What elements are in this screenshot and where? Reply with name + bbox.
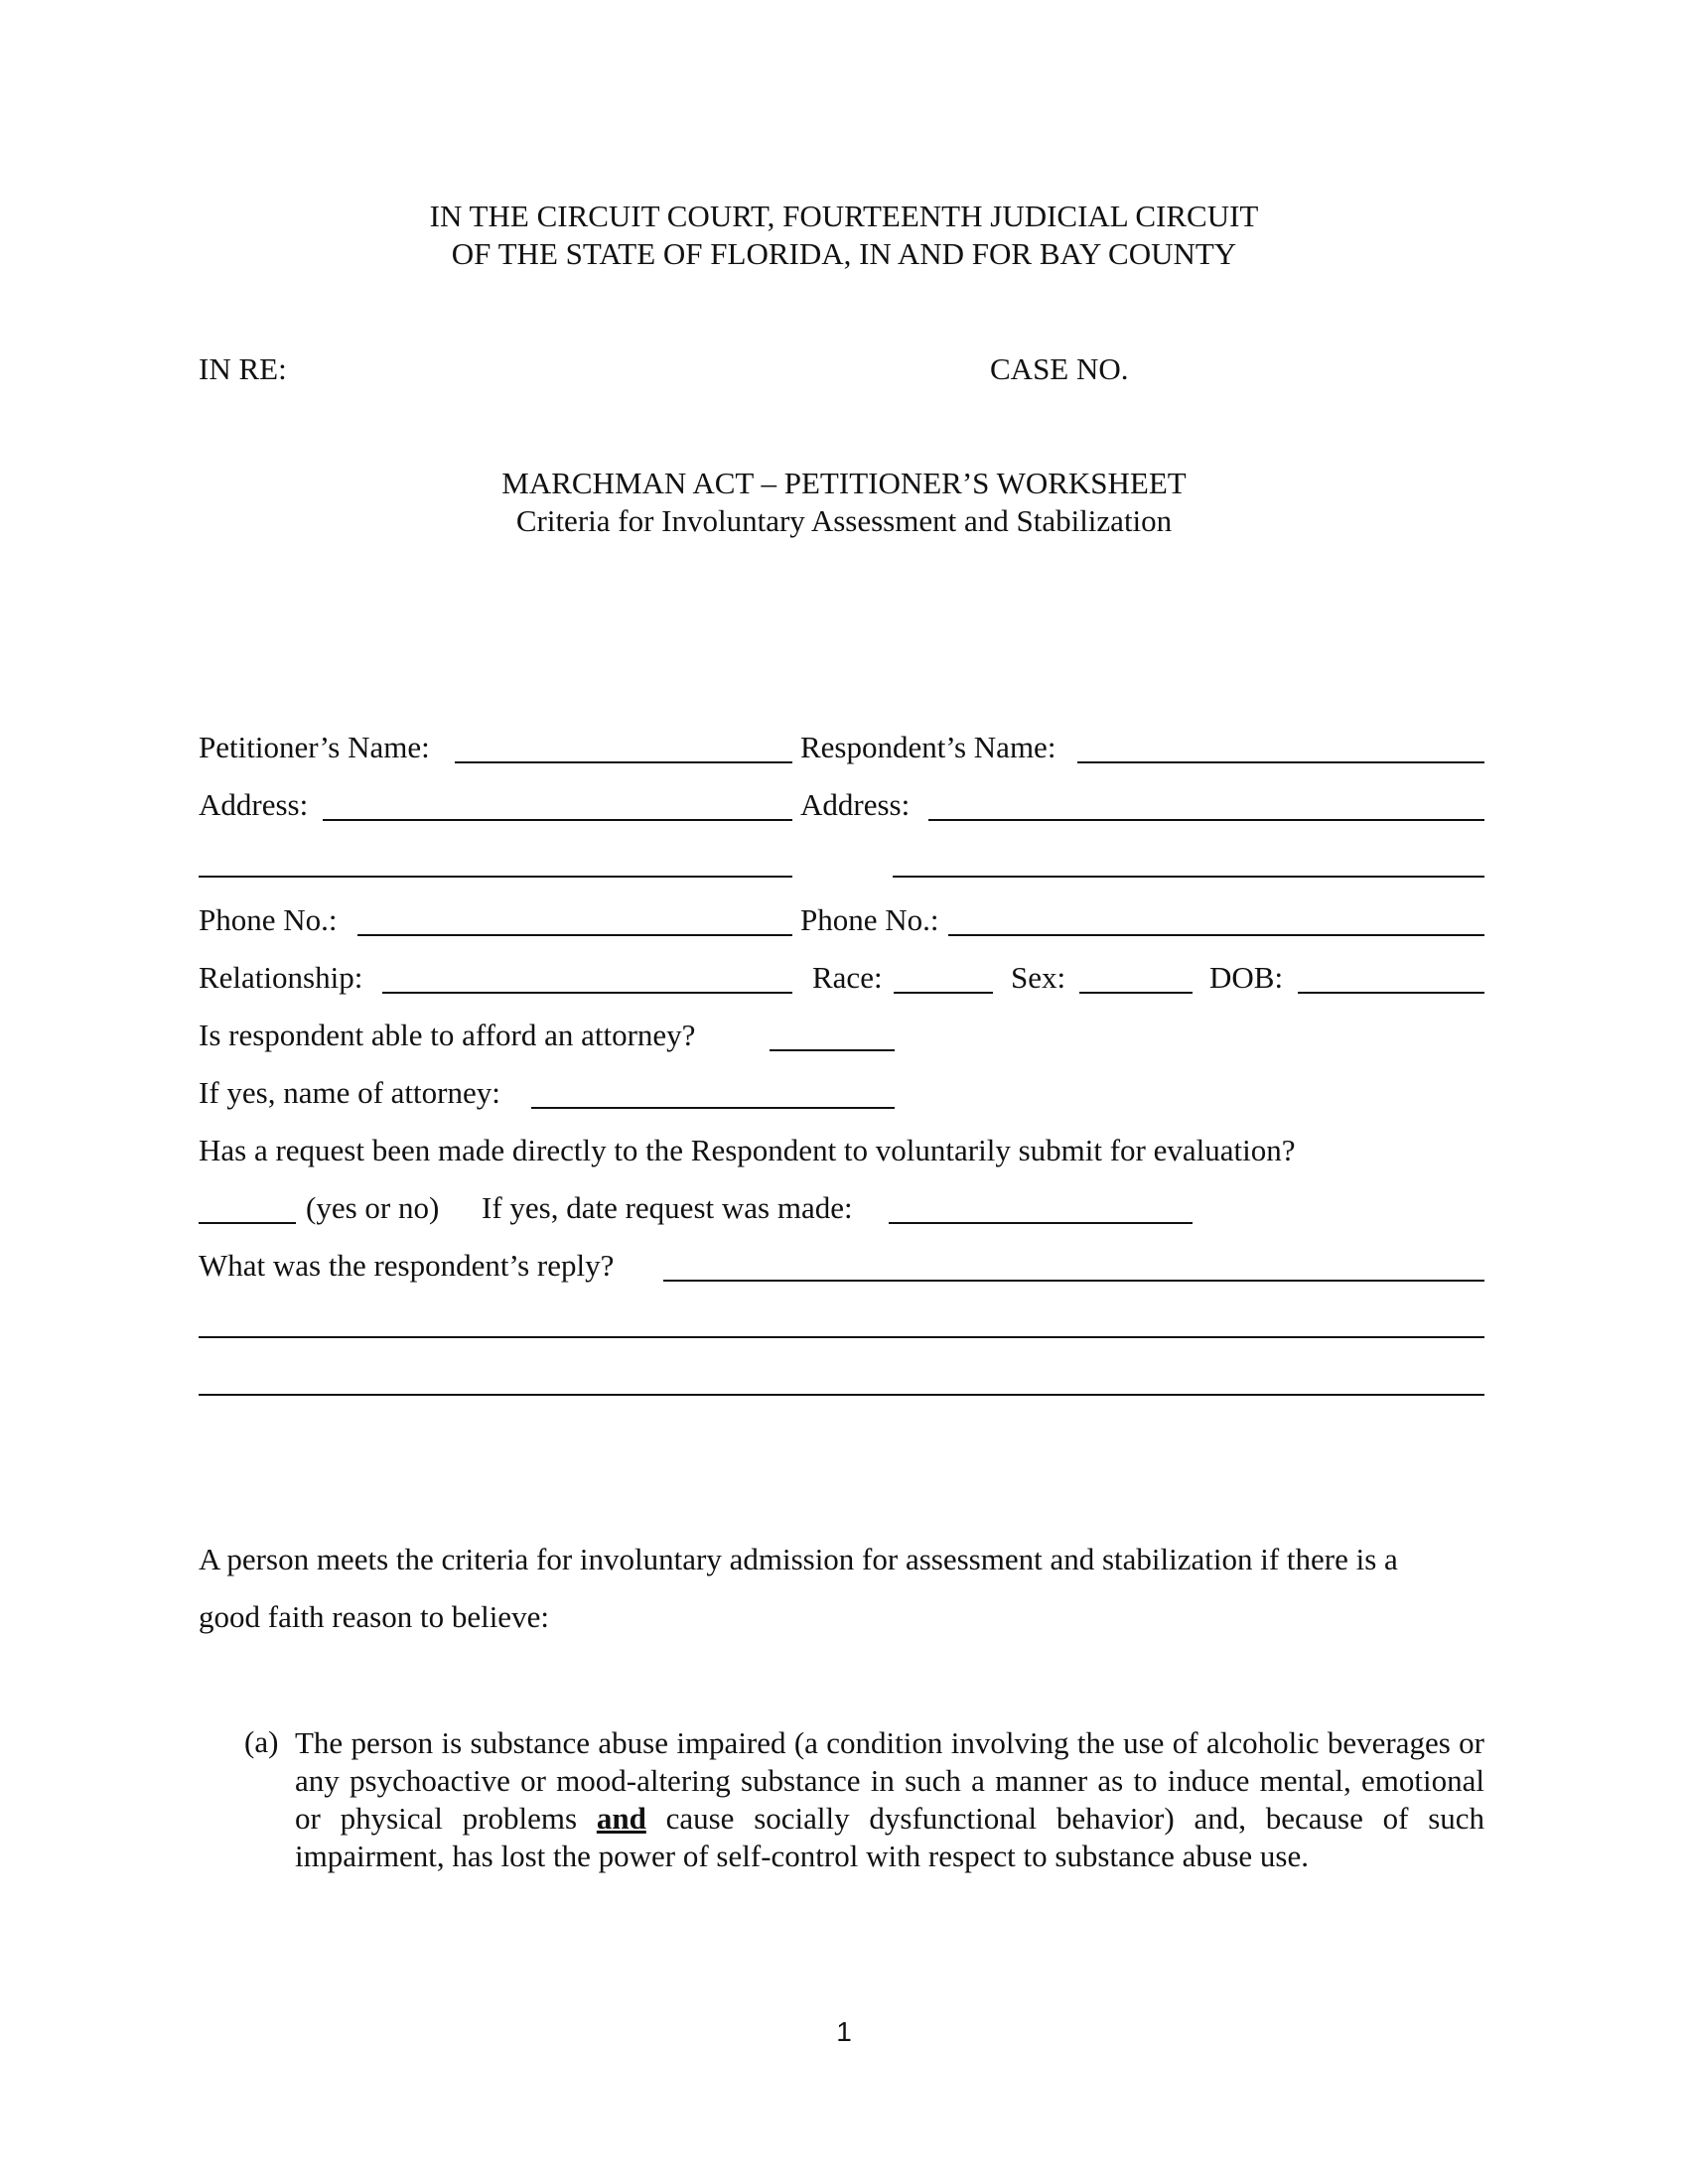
sex-field[interactable] xyxy=(1079,992,1193,994)
relationship-label: Relationship: xyxy=(199,960,363,995)
sex-label: Sex: xyxy=(1011,960,1066,995)
criterion-a-marker: (a) xyxy=(244,1724,279,1759)
attorney-name-label: If yes, name of attorney: xyxy=(199,1075,500,1110)
criterion-a-text xyxy=(295,1724,1484,1875)
afford-attorney-question: Is respondent able to afford an attorney? xyxy=(199,1018,696,1052)
criterion-a-emphasis: and xyxy=(596,1801,646,1836)
attorney-name-field[interactable] xyxy=(531,1107,895,1109)
criteria-intro xyxy=(199,1531,1484,1646)
court-heading-line-2: OF THE STATE OF FLORIDA, IN AND FOR BAY COUNTY xyxy=(451,236,1237,271)
relationship-field[interactable] xyxy=(382,992,792,994)
criterion-a-text-part-2: cause socially dysfunctional behavior) and, because of such impairment, has lost the power of self-control with respect to substance abuse use. xyxy=(295,1801,1485,1873)
respondent-name-label: Respondent’s Name: xyxy=(800,730,1056,764)
respondent-address-line-2-field[interactable] xyxy=(893,876,1484,878)
yes-or-no-label: (yes or no) xyxy=(306,1190,440,1225)
petitioner-phone-label: Phone No.: xyxy=(199,902,338,937)
respondent-phone-field[interactable] xyxy=(948,934,1484,936)
petitioner-name-field[interactable] xyxy=(455,761,792,763)
respondent-reply-label: What was the respondent’s reply? xyxy=(199,1248,615,1283)
petitioner-name-label: Petitioner’s Name: xyxy=(199,730,430,764)
document-title: MARCHMAN ACT – PETITIONER’S WORKSHEET xyxy=(501,466,1187,500)
criteria-intro-line-2: good faith reason to believe: xyxy=(199,1599,549,1634)
request-date-label: If yes, date request was made: xyxy=(482,1190,853,1225)
voluntary-request-question: Has a request been made directly to the Respondent to voluntarily submit for evaluation? xyxy=(199,1133,1296,1167)
petitioner-address-line-2-field[interactable] xyxy=(199,876,792,878)
dob-label: DOB: xyxy=(1209,960,1284,995)
petitioner-address-field[interactable] xyxy=(323,819,792,821)
court-heading-line-1: IN THE CIRCUIT COURT, FOURTEENTH JUDICIAL CIRCUIT xyxy=(429,199,1259,233)
petitioner-phone-field[interactable] xyxy=(357,934,792,936)
respondent-reply-line-3-field[interactable] xyxy=(199,1394,1484,1396)
respondent-address-field[interactable] xyxy=(928,819,1484,821)
page-number: 1 xyxy=(836,2016,852,2047)
respondent-name-field[interactable] xyxy=(1077,761,1484,763)
document-subtitle: Criteria for Involuntary Assessment and Stabilization xyxy=(515,503,1173,538)
race-label: Race: xyxy=(812,960,883,995)
in-re-label: IN RE: xyxy=(199,351,287,386)
respondent-reply-line-2-field[interactable] xyxy=(199,1336,1484,1338)
case-number-label: CASE NO. xyxy=(990,351,1129,386)
respondent-reply-field[interactable] xyxy=(663,1280,1484,1282)
voluntary-request-yes-no-field[interactable] xyxy=(199,1222,296,1224)
respondent-address-label: Address: xyxy=(800,787,911,822)
criteria-intro-line-1: A person meets the criteria for involuntary admission for assessment and stabilization if there is a xyxy=(199,1542,1398,1576)
criterion-a-text-part-1: The person is substance abuse impaired (a condition involving the use of alcoholic beverages or any psychoactive or mood-altering substance in such a manner as to induce mental, emotional or physical problems xyxy=(295,1725,1484,1836)
petitioner-address-label: Address: xyxy=(199,787,309,822)
afford-attorney-field[interactable] xyxy=(770,1049,895,1051)
race-field[interactable] xyxy=(894,992,993,994)
respondent-phone-label: Phone No.: xyxy=(800,902,939,937)
dob-field[interactable] xyxy=(1298,992,1484,994)
request-date-field[interactable] xyxy=(889,1222,1193,1224)
